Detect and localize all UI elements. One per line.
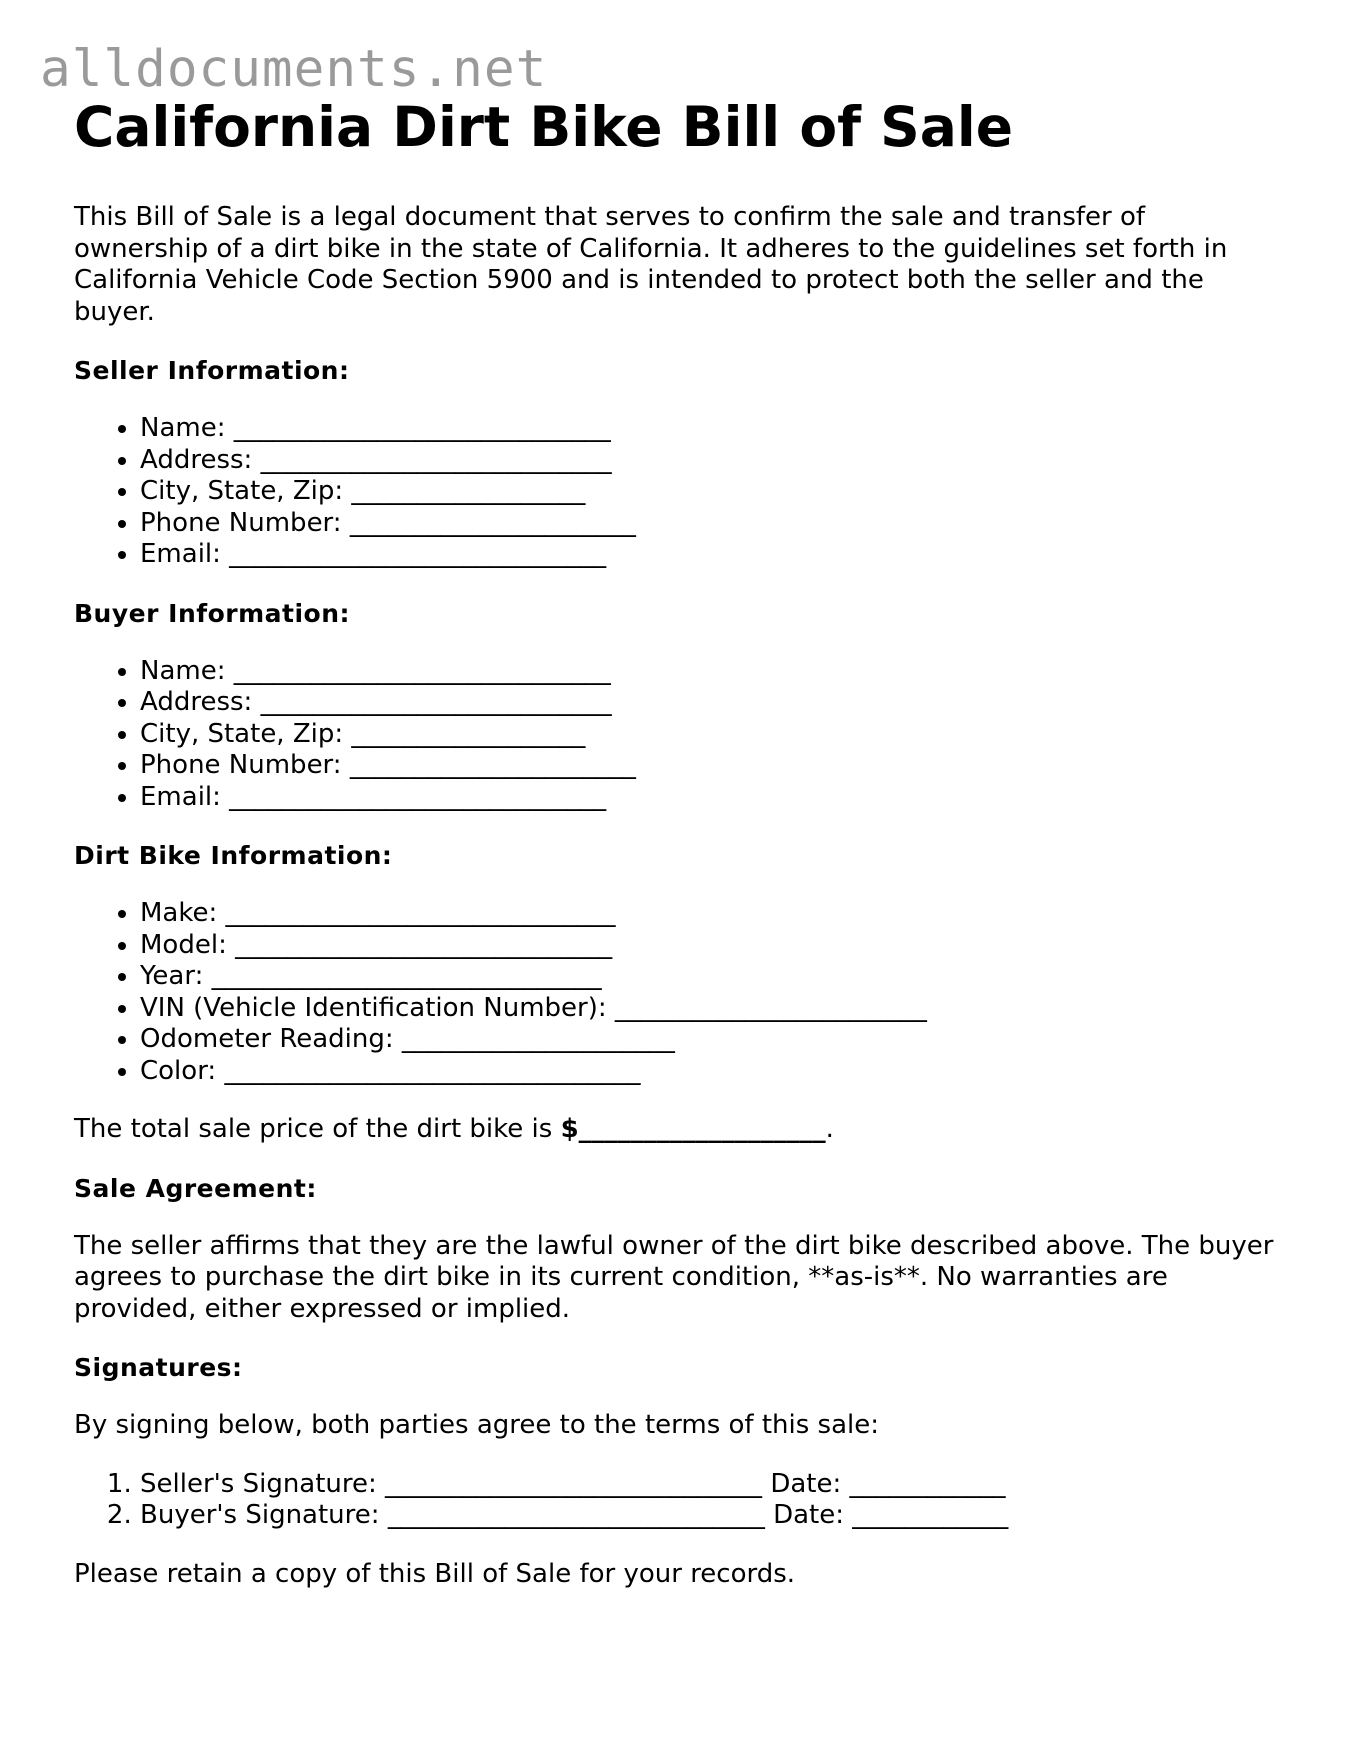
bike-fields — [74, 898, 1284, 1087]
name-field[interactable]: _____________________________ — [233, 413, 611, 443]
phone-field[interactable]: ______________________ — [349, 750, 636, 780]
signatures-intro: By signing below, both parties agree to the terms of this sale: — [74, 1410, 879, 1440]
price-line: The total sale price of the dirt bike is $___________________. — [74, 1114, 834, 1144]
list-item: • City, State, Zip: __________________ — [140, 719, 1284, 751]
email-field[interactable]: _____________________________ — [229, 781, 607, 812]
list-item: • Model: _____________________________ — [140, 930, 1284, 962]
buyer-signature-field[interactable]: _____________________________ — [387, 1500, 765, 1530]
email-field[interactable]: _____________________________ — [229, 539, 607, 569]
list-item: • Email: _____________________________ — [140, 539, 1284, 571]
list-item: • Make: ______________________________ — [140, 898, 1284, 930]
bike-heading: Dirt Bike Information: — [74, 841, 393, 870]
list-item: 1. Seller's Signature: _____________________________ Date: ____________ — [140, 1469, 1284, 1501]
seller-heading: Seller Information: — [74, 356, 350, 385]
list-item: • Phone Number: ______________________ — [140, 750, 1284, 782]
list-item: • Name: _____________________________ — [140, 656, 1284, 688]
list-item: • VIN (Vehicle Identification Number): ________________________ — [140, 993, 1284, 1025]
color-field[interactable]: ________________________________ — [224, 1055, 641, 1086]
buyer-fields — [74, 656, 1284, 814]
odometer-field[interactable]: _____________________ — [401, 1024, 675, 1054]
seller-signature-field[interactable]: _____________________________ — [385, 1468, 763, 1499]
list-item: • Year: ______________________________ — [140, 961, 1284, 993]
signatures-heading: Signatures: — [74, 1353, 243, 1382]
buyer-heading: Buyer Information: — [74, 598, 351, 628]
year-field[interactable]: ______________________________ — [211, 961, 602, 991]
list-item: • Address: ___________________________ — [140, 687, 1284, 719]
list-item: • Address: ___________________________ — [140, 445, 1284, 477]
agreement-text: The seller affirms that they are the lawful owner of the dirt bike described above. The buyer agrees to purchase the dirt bike in its current condition, **as-is**. No warranties are provided, either expressed or implied. — [74, 1230, 1274, 1324]
city-state-zip-field[interactable]: __________________ — [351, 718, 586, 749]
page-title: California Dirt Bike Bill of Sale — [74, 95, 1014, 159]
buyer-date-field[interactable]: ____________ — [852, 1500, 1009, 1530]
price-field[interactable]: $___________________ — [560, 1114, 826, 1144]
list-item: • Color: ________________________________ — [140, 1056, 1284, 1088]
list-item: • Phone Number: ______________________ — [140, 508, 1284, 540]
phone-field[interactable]: ______________________ — [349, 507, 636, 538]
name-field[interactable]: _____________________________ — [233, 655, 611, 686]
list-item: • City, State, Zip: __________________ — [140, 476, 1284, 508]
closing-note: Please retain a copy of this Bill of Sale for your records. — [74, 1558, 796, 1589]
model-field[interactable]: _____________________________ — [235, 929, 613, 960]
vin-field[interactable]: ________________________ — [614, 992, 927, 1023]
address-field[interactable]: ___________________________ — [260, 687, 612, 717]
intro-paragraph: This Bill of Sale is a legal document that serves to confirm the sale and transfer of ownership of a dirt bike in the state of California. It adheres to the guidelines set forth in California Vehicle Code Section 5900 and is intended to protect both the seller and the buyer. — [74, 202, 1228, 327]
list-item: • Name: _____________________________ — [140, 413, 1284, 445]
city-state-zip-field[interactable]: __________________ — [351, 476, 586, 506]
document-body — [74, 92, 1284, 1590]
seller-fields — [74, 413, 1284, 571]
address-field[interactable]: ___________________________ — [260, 444, 612, 475]
seller-date-field[interactable]: ____________ — [849, 1468, 1006, 1499]
list-item: • Email: _____________________________ — [140, 782, 1284, 814]
list-item: • Odometer Reading: _____________________ — [140, 1024, 1284, 1056]
signature-lines — [74, 1469, 1284, 1532]
list-item: 2. Buyer's Signature: _____________________________ Date: ____________ — [140, 1500, 1284, 1532]
watermark: alldocuments.net — [40, 40, 548, 99]
agreement-heading: Sale Agreement: — [74, 1173, 317, 1203]
make-field[interactable]: ______________________________ — [225, 898, 616, 928]
